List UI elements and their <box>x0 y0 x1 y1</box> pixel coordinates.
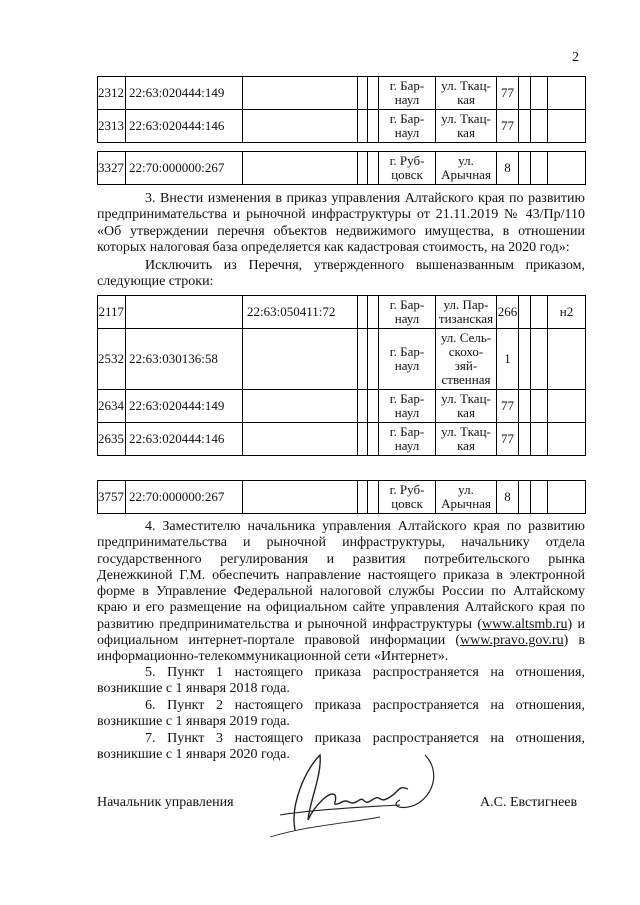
street-line: ул. Ткац- <box>441 111 491 126</box>
room-number <box>548 481 586 514</box>
empty-cell <box>358 152 368 185</box>
city-cell <box>379 390 436 423</box>
empty-cell <box>368 77 379 110</box>
row-number: 2313 <box>98 110 126 143</box>
building-cadastral-number <box>243 423 358 456</box>
cadastral-number <box>126 296 243 329</box>
city-line: г. Бар- <box>389 344 425 359</box>
empty-cell <box>519 481 531 514</box>
street-cell <box>436 390 497 423</box>
street-line: ственная <box>441 372 491 387</box>
link-pravo[interactable]: www.pravo.gov.ru <box>460 633 564 649</box>
paragraph-3: 3. Внести изменения в приказ управления Алтайского края по развитию предпринимательства и рыночной инфраструктуры от 21.11.2019 № 43/Пр/110 «Об утверждении перечня объектов недвижимого имущества, в отношении которых налоговая база определяется как кадастровая стоимость, на 2020 год»: <box>97 191 585 255</box>
empty-cell <box>519 110 531 143</box>
city-line: наул <box>394 125 420 140</box>
empty-cell <box>368 329 379 390</box>
city-cell <box>379 110 436 143</box>
row-number: 2117 <box>98 296 126 329</box>
empty-cell <box>531 110 548 143</box>
table-excluded-rows <box>97 295 586 456</box>
building-cadastral-number <box>243 329 358 390</box>
street-line: ул. Сель- <box>440 330 492 345</box>
building-cadastral-number <box>243 110 358 143</box>
empty-cell <box>519 329 531 390</box>
row-number: 2634 <box>98 390 126 423</box>
room-number <box>548 423 586 456</box>
table-row-3327 <box>97 151 586 185</box>
paragraph-4-text-b: ) и официальном интернет-портале правовой информации ( <box>97 616 585 649</box>
empty-cell <box>358 77 368 110</box>
house-number: 266 <box>497 296 519 329</box>
empty-cell <box>519 296 531 329</box>
table-row <box>98 152 586 185</box>
house-number: 77 <box>497 77 519 110</box>
city-line: г. Бар- <box>389 297 425 312</box>
city-line: цовск <box>391 167 423 182</box>
paragraph-3-exclude: Исключить из Перечня, утвержденного вышеназванным приказом, следующие строки: <box>97 258 585 290</box>
row-number: 2532 <box>98 329 126 390</box>
street-line: ул. <box>458 482 474 497</box>
empty-cell <box>519 77 531 110</box>
city-line: г. Бар- <box>389 424 425 439</box>
city-line: г. Руб- <box>389 153 425 168</box>
empty-cell <box>531 390 548 423</box>
room-number <box>548 110 586 143</box>
cadastral-number: 22:63:030136:58 <box>126 329 243 390</box>
empty-cell <box>368 481 379 514</box>
street-line: зяй- <box>454 358 478 373</box>
empty-cell <box>531 152 548 185</box>
table-row <box>98 296 586 329</box>
empty-cell <box>519 152 531 185</box>
empty-cell <box>368 423 379 456</box>
building-cadastral-number <box>243 77 358 110</box>
cadastral-number: 22:63:020444:146 <box>126 110 243 143</box>
handwritten-signature <box>250 745 450 845</box>
building-cadastral-number <box>243 390 358 423</box>
row-number: 3327 <box>98 152 126 185</box>
paragraph-7: 7. Пункт 3 настоящего приказа распространяется на отношения, возникшие с 1 января 2020 года. <box>97 731 585 763</box>
empty-cell <box>358 481 368 514</box>
street-line: кая <box>457 125 475 140</box>
table-row <box>98 481 586 514</box>
street-cell <box>436 329 497 390</box>
cadastral-number: 22:70:000000:267 <box>126 481 243 514</box>
paragraph-4-text-a: 4. Заместителю начальника управления Алтайского края по развитию предпринимательства и рыночной инфраструктуры, начальнику отдела государственного регулирования и развития потребительского рынка Денежкиной Г.М. обеспечить направление настоящего приказа в электронной форме в Управление Федеральной налоговой службы России по Алтайскому краю и его размещение на официальном сайте управления Алтайского края по развитию предпринимательства и рыночной инфраструктуры ( <box>97 519 585 632</box>
room-number <box>548 329 586 390</box>
signer-title: Начальник управления <box>97 795 234 810</box>
city-cell <box>379 296 436 329</box>
street-line: ул. Пар- <box>443 297 489 312</box>
empty-cell <box>531 329 548 390</box>
street-line: ул. Ткац- <box>441 424 491 439</box>
table-rows-2312-2313 <box>97 76 586 143</box>
city-line: наул <box>394 311 420 326</box>
room-number <box>548 77 586 110</box>
building-cadastral-number <box>243 152 358 185</box>
empty-cell <box>368 152 379 185</box>
cadastral-number: 22:63:020444:146 <box>126 423 243 456</box>
empty-cell <box>519 423 531 456</box>
empty-cell <box>358 110 368 143</box>
street-cell <box>436 77 497 110</box>
street-line: Арычная <box>441 167 491 182</box>
street-cell <box>436 481 497 514</box>
empty-cell <box>531 423 548 456</box>
paragraph-6: 6. Пункт 2 настоящего приказа распространяется на отношения, возникшие с 1 января 2019 года. <box>97 698 585 730</box>
street-line: тизанская <box>438 311 494 326</box>
city-line: г. Бар- <box>389 78 425 93</box>
paragraph-4-text-c: ) в информационно-телекоммуникационной сети «Интернет». <box>97 633 585 665</box>
empty-cell <box>368 296 379 329</box>
row-number: 2312 <box>98 77 126 110</box>
table-row <box>98 110 586 143</box>
building-cadastral-number: 22:63:050411:72 <box>243 296 358 329</box>
street-line: ул. Ткац- <box>441 391 491 406</box>
house-number: 1 <box>497 329 519 390</box>
empty-cell <box>358 296 368 329</box>
house-number: 77 <box>497 110 519 143</box>
row-number: 3757 <box>98 481 126 514</box>
house-number: 8 <box>497 481 519 514</box>
room-number <box>548 390 586 423</box>
empty-cell <box>531 77 548 110</box>
room-number <box>548 152 586 185</box>
city-line: наул <box>394 92 420 107</box>
city-line: наул <box>394 358 420 373</box>
street-line: кая <box>457 438 475 453</box>
table-row <box>98 77 586 110</box>
empty-cell <box>358 390 368 423</box>
empty-cell <box>358 423 368 456</box>
link-altsmb[interactable]: www.altsmb.ru <box>482 616 568 632</box>
city-line: г. Бар- <box>389 111 425 126</box>
street-line: ул. Ткац- <box>441 78 491 93</box>
city-cell <box>379 152 436 185</box>
row-number: 2635 <box>98 423 126 456</box>
building-cadastral-number <box>243 481 358 514</box>
street-cell <box>436 296 497 329</box>
city-line: цовск <box>391 496 423 511</box>
city-line: г. Бар- <box>389 391 425 406</box>
street-line: Арычная <box>441 496 491 511</box>
empty-cell <box>531 481 548 514</box>
page-number: 2 <box>572 50 579 65</box>
house-number: 77 <box>497 423 519 456</box>
city-line: г. Руб- <box>389 482 425 497</box>
house-number: 77 <box>497 390 519 423</box>
table-row-3757 <box>97 480 586 514</box>
street-line: кая <box>457 405 475 420</box>
street-cell <box>436 423 497 456</box>
street-cell <box>436 110 497 143</box>
city-line: наул <box>394 405 420 420</box>
empty-cell <box>368 110 379 143</box>
cadastral-number: 22:63:020444:149 <box>126 77 243 110</box>
paragraph-5: 5. Пункт 1 настоящего приказа распространяется на отношения, возникшие с 1 января 2018 года. <box>97 665 585 697</box>
table-row <box>98 390 586 423</box>
cadastral-number: 22:63:020444:149 <box>126 390 243 423</box>
street-cell <box>436 152 497 185</box>
signer-name: А.С. Евстигнеев <box>480 795 578 810</box>
city-line: наул <box>394 438 420 453</box>
table-row <box>98 329 586 390</box>
empty-cell <box>519 390 531 423</box>
city-cell <box>379 423 436 456</box>
city-cell <box>379 77 436 110</box>
room-number: н2 <box>548 296 586 329</box>
house-number: 8 <box>497 152 519 185</box>
street-line: ул. <box>458 153 474 168</box>
paragraph-4 <box>97 519 585 666</box>
table-row <box>98 423 586 456</box>
empty-cell <box>368 390 379 423</box>
street-line: кая <box>457 92 475 107</box>
empty-cell <box>531 296 548 329</box>
city-cell <box>379 481 436 514</box>
cadastral-number: 22:70:000000:267 <box>126 152 243 185</box>
empty-cell <box>358 329 368 390</box>
city-cell <box>379 329 436 390</box>
street-line: скохо- <box>448 344 484 359</box>
